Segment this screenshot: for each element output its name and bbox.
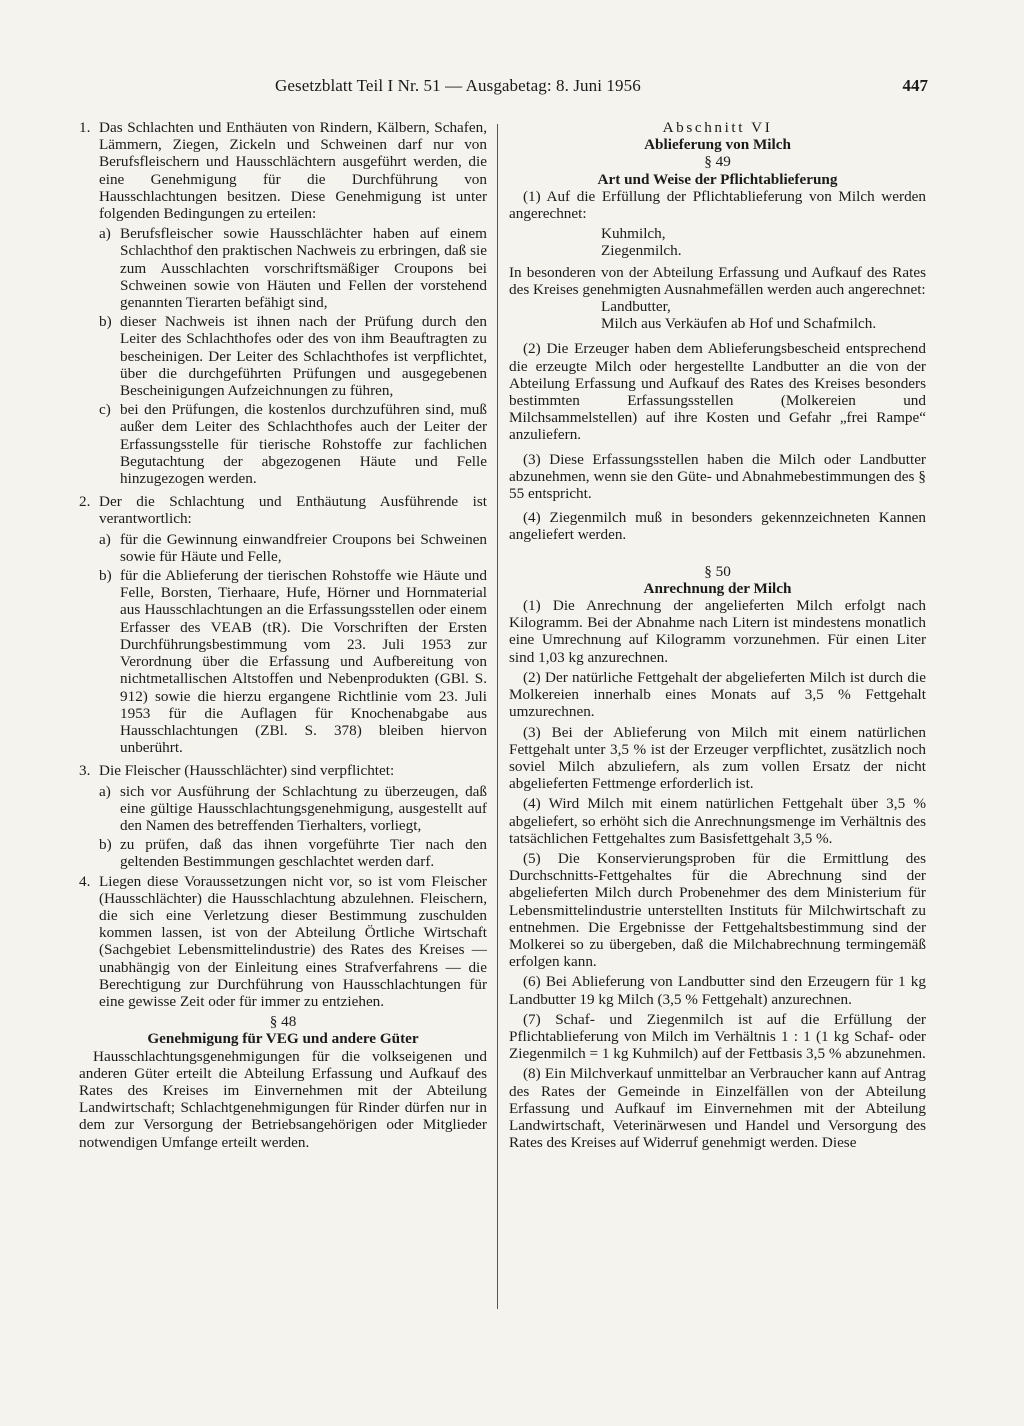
- paragraph: (7) Schaf- und Ziegenmilch ist auf die Erfüllung der Pflichtablieferung von Milch im Verhältnis 1 : 1 (1 kg Schaf- oder Ziegenmilch = 1 kg Kuhmilch) auf der Fettbasis 3,5 % abzunehmen.: [509, 1010, 926, 1063]
- section-number: § 48: [269, 1013, 297, 1031]
- sub-item-label: b): [99, 313, 112, 331]
- list-item-4: [79, 873, 487, 1011]
- sub-item-label: a): [99, 225, 111, 243]
- sub-item-2b: [99, 567, 487, 756]
- left-column: [79, 119, 487, 1154]
- item-number: 1.: [79, 119, 91, 136]
- paragraph: (2) Der natürliche Fettgehalt der abgelieferten Milch ist durch die Molkereien innerhalb eines Monats auf 3,5 % Fettgehalt umzurechnen.: [509, 668, 926, 721]
- paragraph: (1) Die Anrechnung der angelieferten Milch erfolgt nach Kilogramm. Bei der Abnahme nach Litern ist mindestens monatlich eine Umrechnung auf Kilogramm vorzunehmen. Für einen Liter sind 1,03 kg anzurechnen.: [509, 597, 926, 666]
- sub-item-text: bei den Prüfungen, die kostenlos durchzuführen sind, muß außer dem Leiter des Schlachthofes auch der Leiter der Erfassungsstelle für tierische Rohstoffe zur fachlichen Begutachtung der abgezogenen Häute und Felle hinzugezogen werden.: [120, 401, 487, 488]
- list-item-1: [79, 119, 487, 222]
- item-number: 2.: [79, 493, 91, 511]
- paragraph: (6) Bei Ablieferung von Landbutter sind den Erzeugern für 1 kg Landbutter 19 kg Milch (3,5 % Fettgehalt) anzurechnen.: [509, 973, 926, 1008]
- sub-item-2a: [99, 531, 487, 565]
- item-text: Liegen diese Voraussetzungen nicht vor, so ist vom Fleischer (Hausschlächter) die Hausschlachtung abzulehnen. Fleischern, die sich eine Verletzung dieser Bestimmung zuschulden kommen lassen, ist von der Abteilung Örtliche Wirtschaft (Sachgebiet Lebensmittelindustrie) des Rates des Kreises — unabhängig von der Einleitung eines Strafverfahrens — die Berechtigung zur Durchführung von Hausschlachtungen für eine gewisse Zeit oder für immer zu entziehen.: [99, 872, 487, 1010]
- sub-item-text: Berufsfleischer sowie Hausschlächter haben auf einem Schlachthof den praktischen Nachweis zu erbringen, daß sie zum Ausschlachten vorschriftsmäßiger Croupons bei Schweinen sowie von Häuten und Fellen der vorstehend genannten Tierarten befähigt sind,: [120, 225, 487, 312]
- sub-item-1b: [99, 313, 487, 399]
- paragraph: (1) Auf die Erfüllung der Pflichtablieferung von Milch werden angerechnet:: [509, 187, 926, 223]
- section-number: § 49: [704, 153, 731, 171]
- paragraph: Hausschlachtungsgenehmigungen für die volkseigenen und anderen Güter erteilt die Abteilung Erfassung und Aufkauf des Rates des Kreises im Einvernehmen mit der Abteilung Landwirtschaft; Schlachtgenehmigungen für Rinder dürfen nur in dem zur Versorgung der Betriebsangehörigen oder Mitglieder notwendigen Umfange erteilt werden.: [79, 1047, 487, 1151]
- sub-item-text: zu prüfen, daß das ihnen vorgeführte Tier nach den geltenden Bestimmungen geschlachtet werden darf.: [120, 836, 487, 871]
- paragraph: (2) Die Erzeuger haben dem Ablieferungsbescheid entsprechend die erzeugte Milch oder hergestellte Landbutter an die von der Abteilung Erfassung und Aufkauf des Rates des Kreises besonders bestimmten Erfassungsstellen (Molkereien und Milchsammelstellen) auf ihre Kosten und Gefahr „frei Rampe“ anzuliefern.: [509, 340, 926, 444]
- list-entry: Milch aus Verkäufen ab Hof und Schafmilch.: [601, 315, 877, 333]
- header-title: Gesetzblatt Teil I Nr. 51 — Ausgabetag: 8. Juni 1956: [275, 76, 641, 95]
- paragraph: (4) Wird Milch mit einem natürlichen Fettgehalt über 3,5 % abgeliefert, so erhöht sich die Anrechnungsmenge im Verhältnis des tatsächlichen Fettgehaltes zum Basisfettgehalt 3,5 %.: [509, 795, 926, 847]
- paragraph: (3) Diese Erfassungsstellen haben die Milch oder Landbutter abzunehmen, wenn sie den Güte- und Abnahmebestimmungen des § 55 entspricht.: [509, 450, 926, 503]
- sub-item-text: dieser Nachweis ist ihnen nach der Prüfung durch den Leiter des Schlachthofes oder des von ihm Beauftragten zu bescheinigen. Der Leiter des Schlachthofes ist verpflichtet, über die durchgeführten Prüfungen und ausgegebenen Bescheinigungen Aufzeichnungen zu führen,: [120, 313, 487, 400]
- list-entry: Kuhmilch,: [601, 225, 666, 243]
- chapter-label: Abschnitt VI: [662, 119, 773, 136]
- sub-item-3a: [99, 783, 487, 835]
- list-item-3: [79, 762, 487, 779]
- item-text: Die Fleischer (Hausschlächter) sind verpflichtet:: [99, 762, 395, 780]
- page-header: [275, 76, 928, 100]
- section-heading: Art und Weise der Pflichtablieferung: [597, 170, 838, 188]
- sub-item-1a: [99, 225, 487, 311]
- sub-item-1c: [99, 401, 487, 487]
- paragraph: (3) Bei der Ablieferung von Milch mit einem natürlichen Fettgehalt unter 3,5 % ist der Erzeuger verpflichtet, zusätzlich noch soviel Milch abzuliefern, als zum vollen Ersatz der nicht abgelieferten Fettmenge erforderlich ist.: [509, 723, 926, 793]
- sub-item-label: b): [99, 567, 112, 585]
- sub-item-label: b): [99, 836, 112, 854]
- section-heading: Genehmigung für VEG und andere Güter: [147, 1030, 419, 1048]
- paragraph: (4) Ziegenmilch muß in besonders gekennzeichneten Kannen angeliefert werden.: [509, 509, 926, 544]
- item-text: Das Schlachten und Enthäuten von Rindern, Kälbern, Schafen, Lämmern, Ziegen, Zickeln und Schweinen darf nur von Berufsfleischern und Hausschlächtern ausgeführt werden, die eine Genehmigung für die Durchführung von Hausschlachtungen besitzen. Diese Genehmigung ist unter folgenden Bedingungen zu erteilen:: [99, 119, 487, 223]
- list-entry: Landbutter,: [601, 298, 671, 316]
- item-text: Der die Schlachtung und Enthäutung Ausführende ist verantwortlich:: [99, 493, 487, 528]
- sub-item-label: a): [99, 782, 111, 800]
- sub-item-label: c): [99, 401, 111, 419]
- page-number: 447: [902, 76, 928, 95]
- list-entry: Ziegenmilch.: [601, 242, 682, 260]
- section-number: § 50: [704, 562, 731, 580]
- sub-item-text: sich vor Ausführung der Schlachtung zu überzeugen, daß eine gültige Hausschlachtungsgenehmigung, ausgestellt auf den Namen des betreffenden Tierhalters, vorliegt,: [120, 782, 487, 834]
- chapter-title: Ablieferung von Milch: [644, 136, 791, 154]
- item-number: 4.: [79, 872, 91, 890]
- paragraph: In besonderen von der Abteilung Erfassung und Aufkauf des Rates des Kreises genehmigten Ausnahmefällen werden auch angerechnet:: [509, 263, 926, 298]
- column-divider: [497, 124, 498, 1309]
- paragraph: (8) Ein Milchverkauf unmittelbar an Verbraucher kann auf Antrag des Rates der Gemeinde in Einzelfällen von der Abteilung Erfassung und Aufkauf im Einvernehmen mit der Abteilung Landwirtschaft, Veterinärwesen und Handel und Versorgung des Rates des Kreises auf Widerruf genehmigt werden. Diese: [509, 1065, 926, 1152]
- sub-item-text: für die Ablieferung der tierischen Rohstoffe wie Häute und Felle, Borsten, Tierhaare, Hufe, Hörner und Hornmaterial aus Hausschlachtungen an die Erfassungsstellen oder einem Erfasser des VEAB (tR). Die Vorschriften der Ersten Durchführungsbestimmung vom 23. Juli 1953 zur Verordnung über die Erfassung und Aufbereitung von nichtmetallischen Altstoffen und Nebenprodukten (GBl. S. 912) sowie die hierzu ergangene Richtlinie vom 23. Juli 1953 für die Auflagen für Knochenabgabe aus Hausschlachtungen (ZBl. S. 378) bleiben hiervon unberührt.: [120, 567, 487, 757]
- sub-item-label: a): [99, 530, 111, 548]
- list-item-2: [79, 493, 487, 527]
- sub-item-text: für die Gewinnung einwandfreier Croupons bei Schweinen sowie für Häute und Felle,: [120, 530, 487, 565]
- right-column: [509, 119, 926, 1154]
- sub-item-3b: [99, 836, 487, 870]
- paragraph: (5) Die Konservierungsproben für die Ermittlung des Durchschnitts-Fettgehaltes für die Abrechnung sind der abgelieferten Milch durch Probenehmer des dem Ministerium für Lebensmittelindustrie unterstellten Instituts für Milchwirtschaft zu entnehmen. Die Ergebnisse der Fettgehaltsbestimmung sind der Molkerei so zu übergeben, daß die Milchabrechnung termingemäß erfolgen kann.: [509, 849, 926, 971]
- item-number: 3.: [79, 762, 91, 780]
- section-heading: Anrechnung der Milch: [643, 579, 792, 597]
